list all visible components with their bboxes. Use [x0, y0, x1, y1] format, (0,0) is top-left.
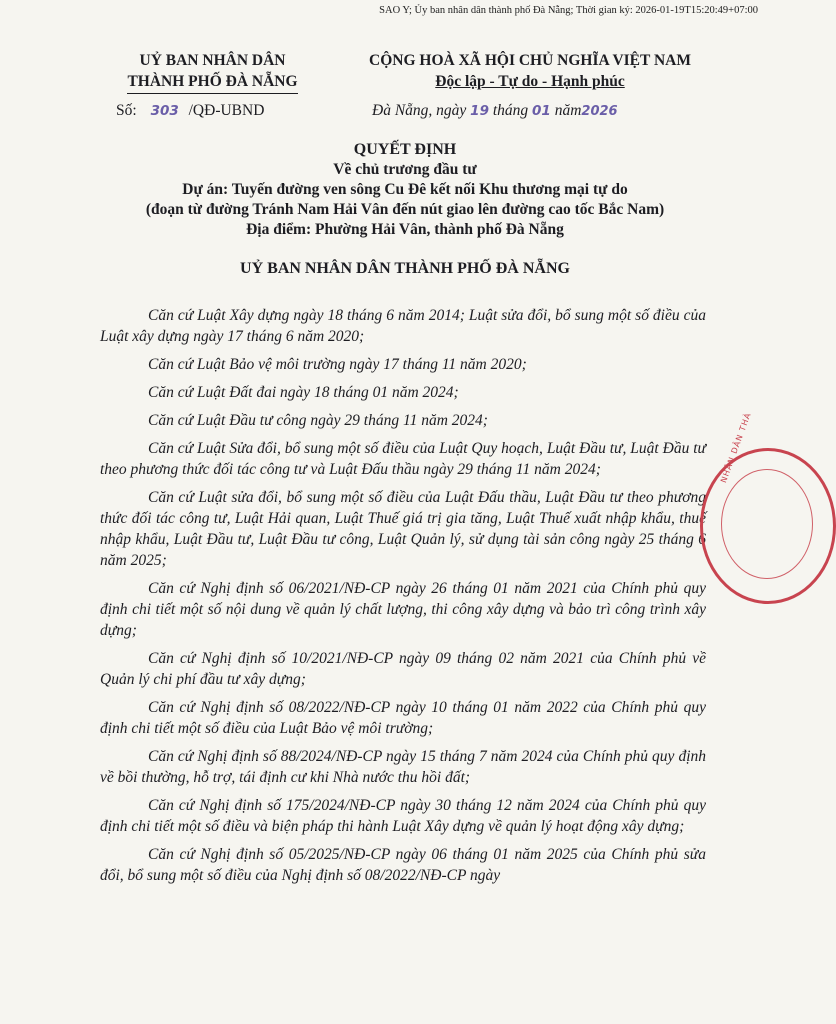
basis-paragraph: Căn cứ Luật Sửa đổi, bổ sung một số điều của Luật Quy hoạch, Luật Đầu tư, Luật Đầu tư theo phương thức đối tác công tư và Luật Đấu thầu ngày 29 tháng 11 năm 2024; [100, 440, 706, 478]
basis-paragraph: Căn cứ Nghị định số 175/2024/NĐ-CP ngày 30 tháng 12 năm 2024 của Chính phủ quy định chi tiết một số điều và biện pháp thi hành Luật Xây dựng về quản lý hoạt động xây dựng; [100, 797, 706, 835]
month-label: tháng [492, 102, 529, 119]
year-label: năm [554, 102, 582, 119]
national-header [330, 50, 730, 92]
issuer-header [100, 50, 325, 94]
number-value: 303 [150, 103, 179, 119]
date-year: 2026 [581, 104, 618, 119]
decision-title: QUYẾT ĐỊNH [353, 141, 457, 158]
basis-paragraph: Căn cứ Luật Xây dựng ngày 18 tháng 6 năm 2014; Luật sửa đổi, bổ sung một số điều của Luật xây dựng ngày 17 tháng 6 năm 2020; [100, 307, 706, 345]
national-motto: Độc lập - Tự do - Hạnh phúc [435, 73, 625, 90]
decision-title-block [60, 140, 750, 240]
legal-bases [100, 305, 706, 893]
seal-text: NHÂN DÂN THÀ [719, 411, 753, 485]
number-suffix: /QĐ-UBND [188, 102, 265, 119]
basis-paragraph: Căn cứ Luật Đất đai ngày 18 tháng 01 năm 2024; [148, 384, 459, 401]
seal-inner-ring [721, 469, 813, 579]
decision-subject: Về chủ trương đầu tư [333, 161, 477, 178]
issuer-line-2-text: THÀNH PHỐ ĐÀ NẴNG [127, 73, 298, 90]
date-month: 01 [532, 103, 551, 119]
basis-paragraph: Căn cứ Nghị định số 08/2022/NĐ-CP ngày 10 tháng 01 năm 2022 của Chính phủ quy định chi tiết một số điều của Luật Bảo vệ môi trường; [100, 699, 706, 737]
basis-paragraph: Căn cứ Nghị định số 88/2024/NĐ-CP ngày 15 tháng 7 năm 2024 của Chính phủ quy định về bồi thường, hỗ trợ, tái định cư khi Nhà nước thu hồi đất; [100, 748, 706, 786]
national-title: CỘNG HOÀ XÃ HỘI CHỦ NGHĨA VIỆT NAM [369, 52, 691, 69]
date-day: 19 [470, 103, 489, 119]
project-line-1: Dự án: Tuyến đường ven sông Cu Đê kết nối Khu thương mại tự do [182, 181, 628, 198]
issuer-line-2 [127, 71, 297, 94]
project-location: Địa điểm: Phường Hải Vân, thành phố Đà Nẵng [246, 221, 564, 238]
place-prefix: Đà Nẵng, ngày [372, 102, 467, 119]
basis-paragraph: Căn cứ Nghị định số 05/2025/NĐ-CP ngày 06 tháng 01 năm 2025 của Chính phủ sửa đổi, bổ sung một số điều của Nghị định số 08/2022/NĐ-CP ngày [100, 846, 706, 884]
basis-paragraph: Căn cứ Nghị định số 06/2021/NĐ-CP ngày 26 tháng 01 năm 2021 của Chính phủ quy định chi tiết một số nội dung về quản lý chất lượng, thi công xây dựng và bảo trì công trình xây dựng; [100, 580, 706, 639]
digital-copy-stamp: SAO Y; Ủy ban nhân dân thành phố Đà Nẵng; Thời gian ký: 2026-01-19T15:20:49+07:00 [379, 5, 758, 16]
basis-paragraph: Căn cứ Luật sửa đổi, bổ sung một số điều của Luật Đấu thầu, Luật Đầu tư theo phương thức đối tác công tư, Luật Hải quan, Luật Thuế giá trị gia tăng, Luật Thuế xuất nhập khẩu, thuế nhập khẩu, Luật Đầu tư, Luật Đầu tư công, Luật Quản lý, sử dụng tài sản công ngày 25 tháng 6 năm 2025; [100, 489, 706, 569]
basis-paragraph: Căn cứ Nghị định số 10/2021/NĐ-CP ngày 09 tháng 02 năm 2021 của Chính phủ về Quản lý chi phí đầu tư xây dựng; [100, 650, 706, 688]
issuer-line-1: UỶ BAN NHÂN DÂN [139, 52, 286, 69]
issuing-authority: UỶ BAN NHÂN DÂN THÀNH PHỐ ĐÀ NẴNG [240, 260, 570, 277]
basis-paragraph: Căn cứ Luật Đầu tư công ngày 29 tháng 11 năm 2024; [148, 412, 488, 429]
number-label: Số: [116, 102, 137, 119]
place-and-date [372, 102, 618, 120]
document-number [116, 102, 264, 120]
basis-paragraph: Căn cứ Luật Bảo vệ môi trường ngày 17 tháng 11 năm 2020; [148, 356, 527, 373]
official-seal [700, 411, 836, 604]
project-line-2: (đoạn từ đường Tránh Nam Hải Vân đến nút giao lên đường cao tốc Bắc Nam) [145, 201, 665, 218]
